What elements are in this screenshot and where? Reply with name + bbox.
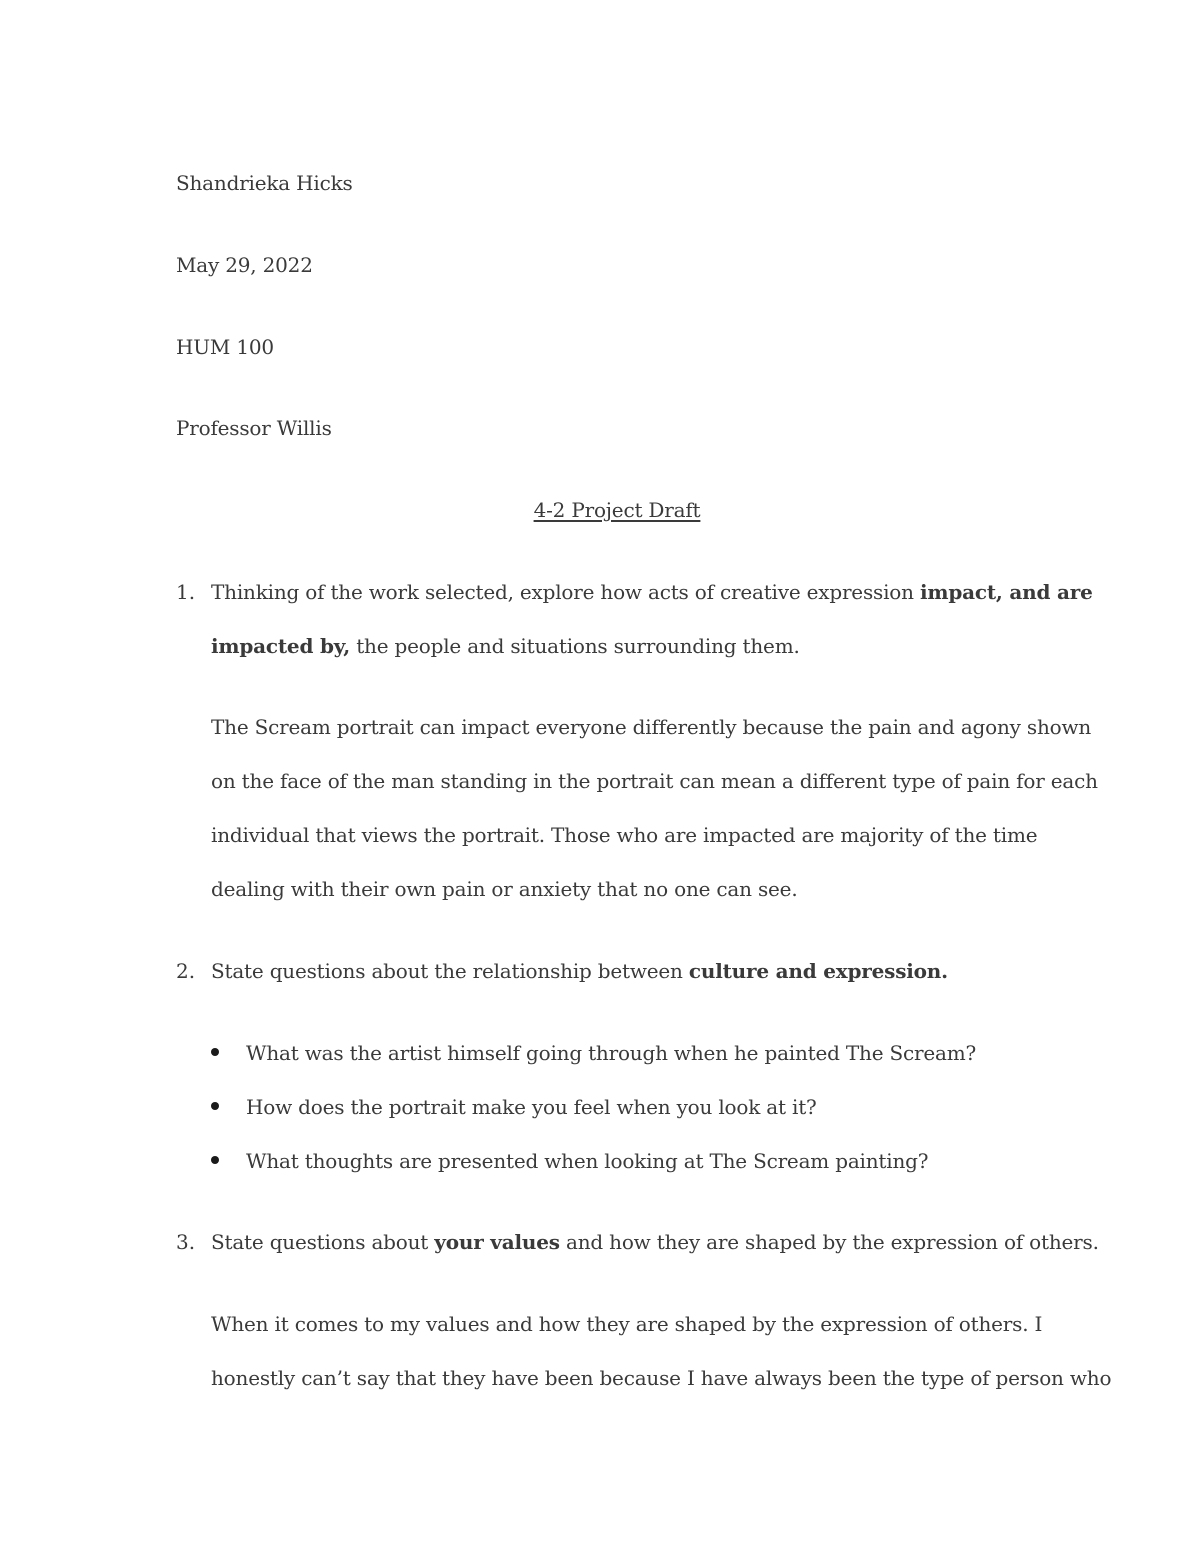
question-2-text: State questions about the relationship between — [211, 959, 689, 983]
question-1-text-2: the people and situations surrounding them. — [350, 634, 800, 658]
page-title: 4-2 Project Draft — [533, 498, 701, 522]
question-1-bold: impact, and are — [919, 580, 1093, 604]
date: May 29, 2022 — [176, 253, 313, 277]
question-1-bold-2: impacted by, — [211, 634, 351, 658]
answer-1-line: The Scream portrait can impact everyone differently because the pain and agony shown — [211, 715, 1092, 739]
question-2-bold: culture and expression. — [688, 959, 948, 983]
question-3-bold: your values — [434, 1230, 560, 1254]
answer-3-line: honestly can’t say that they have been because I have always been the type of person who — [211, 1366, 1112, 1390]
course: HUM 100 — [176, 335, 274, 359]
professor: Professor Willis — [176, 416, 332, 440]
answer-1-line: individual that views the portrait. Those who are impacted are majority of the time — [211, 823, 1038, 847]
question-3-line — [211, 1230, 1099, 1254]
question-1-line-1 — [211, 580, 1093, 604]
question-1-line-2 — [211, 634, 800, 658]
bullet-item: What thoughts are presented when looking at The Scream painting? — [246, 1149, 929, 1173]
author-name: Shandrieka Hicks — [176, 171, 353, 195]
list-number-1: 1. — [176, 580, 196, 604]
bullet-item: How does the portrait make you feel when you look at it? — [246, 1095, 817, 1119]
answer-1-line: on the face of the man standing in the portrait can mean a different type of pain for each — [211, 769, 1098, 793]
question-3-text-2: and how they are shaped by the expression of others. — [559, 1230, 1099, 1254]
question-2-line — [211, 959, 948, 983]
question-3-text: State questions about — [211, 1230, 435, 1254]
bullet-item: What was the artist himself going through when he painted The Scream? — [246, 1041, 977, 1065]
list-number-2: 2. — [176, 959, 196, 983]
answer-3-line: When it comes to my values and how they are shaped by the expression of others. I — [211, 1312, 1043, 1336]
list-number-3: 3. — [176, 1230, 196, 1254]
question-1-text: Thinking of the work selected, explore how acts of creative expression — [211, 580, 920, 604]
bullet-icon — [211, 1156, 219, 1164]
answer-1-line: dealing with their own pain or anxiety that no one can see. — [211, 877, 798, 901]
bullet-icon — [211, 1048, 219, 1056]
bullet-icon — [211, 1102, 219, 1110]
